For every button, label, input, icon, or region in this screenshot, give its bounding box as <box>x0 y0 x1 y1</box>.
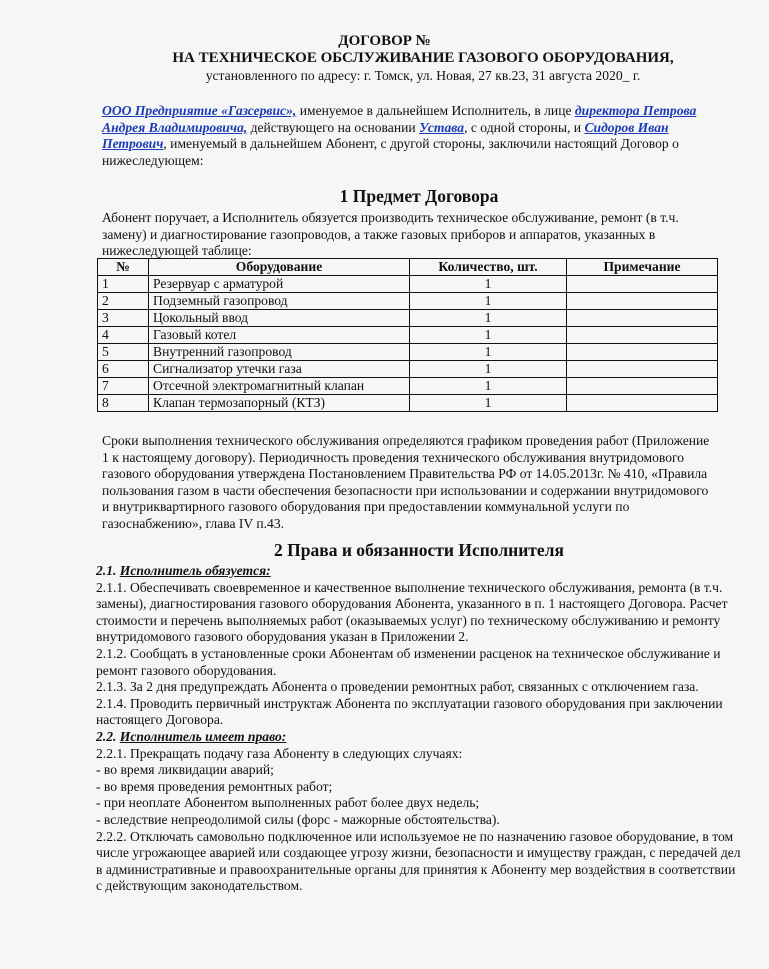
cell-quantity: 1 <box>410 395 567 412</box>
header-equipment: Оборудование <box>149 259 410 276</box>
subsection-2-2-title: Исполнитель имеет право: <box>119 728 287 744</box>
subsection-2-1-number: 2.1. <box>96 563 117 578</box>
cell-equipment: Газовый котел <box>149 327 410 344</box>
section1-text: Абонент поручает, а Исполнитель обязуется производить техническое обслуживание, ремонт (в т.ч. замену) и диагностирование газопроводов, а также газовых приборов и аппаратов, указанных в нижеследующей таблице: <box>102 210 679 259</box>
cell-quantity: 1 <box>410 293 567 310</box>
cell-quantity: 1 <box>410 327 567 344</box>
contract-address-date: установленного по адресу: г. Томск, ул. Новая, 27 кв.23, 31 августа 2020_ г. <box>205 68 641 83</box>
cell-note <box>567 293 718 310</box>
cell-note <box>567 327 718 344</box>
table-row <box>98 361 718 378</box>
table-row <box>98 310 718 327</box>
cell-equipment: Внутренний газопровод <box>149 344 410 361</box>
charter-link[interactable]: Устава <box>419 119 465 135</box>
table-row <box>98 276 718 293</box>
subsection-2-1-title: Исполнитель обязуется: <box>119 563 271 578</box>
clause-2-2-2: 2.2.2. Отключать самовольно подключенное или используемое не по назначению газовое оборудование, в том числе угрожающее аварией или создающее угрозу жизни, безопасности и имуществу граждан, с передачей дел в административные и правоохранительные органы для принятия к Абоненту мер воздействия в соответствии с действующим законодательством. <box>96 828 741 894</box>
cell-note <box>567 310 718 327</box>
cell-quantity: 1 <box>410 361 567 378</box>
client-link[interactable]: Сидоров Иван Петрович <box>102 119 669 152</box>
cell-equipment: Клапан термозапорный (КТЗ) <box>149 395 410 412</box>
cell-num: 6 <box>98 361 149 378</box>
cell-quantity: 1 <box>410 276 567 293</box>
subsection-2-2-heading <box>96 729 742 746</box>
subsection-2-2-number: 2.2. <box>96 728 117 744</box>
table-row <box>98 327 718 344</box>
header-note: Примечание <box>567 259 718 276</box>
cell-num: 5 <box>98 344 149 361</box>
company-link[interactable]: ООО Предприятие «Газсервис», <box>102 103 297 118</box>
table-row <box>98 395 718 412</box>
table-row <box>98 344 718 361</box>
cell-note <box>567 395 718 412</box>
cell-num: 1 <box>98 276 149 293</box>
cell-num: 3 <box>98 310 149 327</box>
bullet-item: - при неоплате Абонентом выполненных работ более двух недель; <box>96 795 480 811</box>
contract-subtitle: НА ТЕХНИЧЕСКОЕ ОБСЛУЖИВАНИЕ ГАЗОВОГО ОБОРУДОВАНИЯ, <box>172 50 674 66</box>
intro-text-2: действующего на основании <box>247 119 420 135</box>
section2-body <box>96 563 742 895</box>
intro-text-3: , с одной стороны, и <box>464 119 585 135</box>
table-row <box>98 293 718 310</box>
cell-note <box>567 276 718 293</box>
cell-quantity: 1 <box>410 378 567 395</box>
section2-title: 2 Права и обязанности Исполнителя <box>274 540 564 560</box>
clause-2-1-1: 2.1.1. Обеспечивать своевременное и качественное выполнение технического обслуживания, ремонта (в т.ч. замены), диагностирования газового оборудования Абонента, указанного в п. 1 настоящего Договора. Расчет стоимости и перечень выполняемых работ (оказываемых услуг) по техническому обслуживанию и ремонту внутридомового газового оборудования указан в Приложении 2. <box>96 579 728 645</box>
cell-num: 8 <box>98 395 149 412</box>
bullet-item: - во время ликвидации аварий; <box>96 762 274 778</box>
intro-text-1: именуемое в дальнейшем Исполнитель, в лице <box>296 103 575 118</box>
intro-paragraph <box>102 103 702 169</box>
maintenance-terms-paragraph: Сроки выполнения технического обслуживания определяются графиком проведения работ (Приложение 1 к настоящему договору). Периодичность проведения технического обслуживания внутридомового газового оборудования утверждена Постановлением Правительства РФ от 14.05.2013г. № 410, «Правила пользования газом в части обеспечения безопасности при использовании и содержании внутридомового и внутриквартирного газового оборудования при предоставлении коммунальной услуги по газоснабжению», глава IV п.43. <box>102 433 710 531</box>
header-num: № <box>98 259 149 276</box>
cell-equipment: Резервуар с арматурой <box>149 276 410 293</box>
clause-2-1-3: 2.1.3. За 2 дня предупреждать Абонента о проведении ремонтных работ, связанных с отключением газа. <box>96 679 699 695</box>
bullet-item: - вследствие непреодолимой силы (форс - мажорные обстоятельства). <box>96 811 500 827</box>
bullet-item: - во время проведения ремонтных работ; <box>96 778 333 794</box>
intro-text-4: , именуемый в дальнейшем Абонент, с другой стороны, заключили настоящий Договор о нижеследующем: <box>102 136 679 168</box>
clause-2-1-2: 2.1.2. Сообщать в установленные сроки Абонентам об изменении расценок на техническое обслуживание и ремонт газового оборудования. <box>96 645 721 678</box>
cell-quantity: 1 <box>410 344 567 361</box>
cell-num: 4 <box>98 327 149 344</box>
table-header-row <box>98 259 718 276</box>
cell-note <box>567 361 718 378</box>
table-row <box>98 378 718 395</box>
clause-2-1-4: 2.1.4. Проводить первичный инструктаж Абонента по эксплуатации газового оборудования при заключении настоящего Договора. <box>96 695 723 728</box>
cell-equipment: Отсечной электромагнитный клапан <box>149 378 410 395</box>
section1-title: 1 Предмет Договора <box>339 186 499 206</box>
equipment-table <box>97 258 718 412</box>
subsection-2-1-heading <box>96 563 742 580</box>
cell-note <box>567 378 718 395</box>
clause-2-2-1: 2.2.1. Прекращать подачу газа Абоненту в следующих случаях: <box>96 745 463 761</box>
director-link[interactable]: директора Петрова Андрея Владимировича, <box>102 103 697 135</box>
cell-num: 7 <box>98 378 149 395</box>
cell-quantity: 1 <box>410 310 567 327</box>
cell-num: 2 <box>98 293 149 310</box>
cell-note <box>567 344 718 361</box>
cell-equipment: Цокольный ввод <box>149 310 410 327</box>
cell-equipment: Сигнализатор утечки газа <box>149 361 410 378</box>
header-quantity: Количество, шт. <box>410 259 567 276</box>
cell-equipment: Подземный газопровод <box>149 293 410 310</box>
contract-title: ДОГОВОР № <box>338 33 431 49</box>
